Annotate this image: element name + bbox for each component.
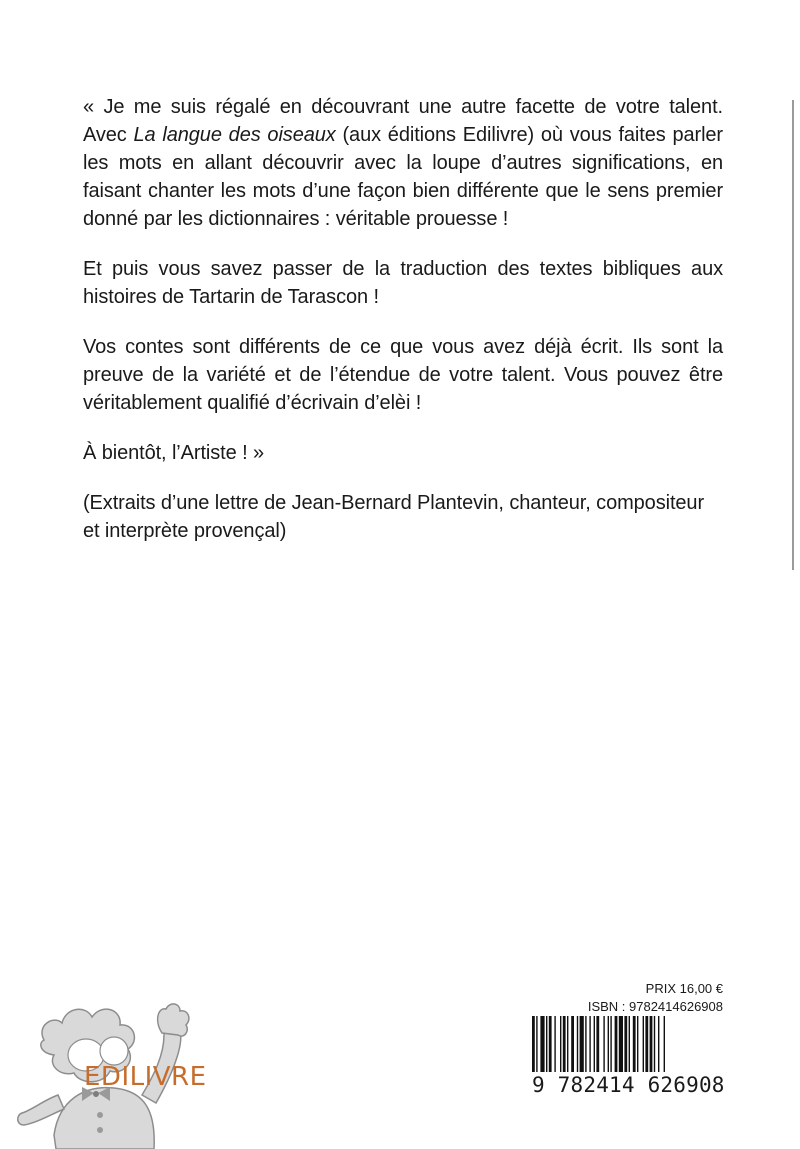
barcode-bar bbox=[585, 1016, 586, 1072]
quote-paragraph-2: Et puis vous savez passer de la traduction des textes bibliques aux histoires de Tartarin de Tarascon ! bbox=[83, 258, 723, 308]
barcode-bar bbox=[540, 1016, 544, 1072]
quote-paragraph-1 bbox=[83, 93, 723, 233]
barcode-bar bbox=[615, 1016, 618, 1072]
barcode-bar bbox=[624, 1016, 627, 1072]
back-cover-text bbox=[83, 93, 723, 567]
barcode-bar bbox=[664, 1016, 665, 1072]
barcode-bar bbox=[645, 1016, 648, 1072]
quote-attribution: (Extraits d’une lettre de Jean-Bernard Plantevin, chanteur, compositeur et interprète provençal) bbox=[83, 492, 705, 542]
quote-paragraph-3: Vos contes sont différents de ce que vous avez déjà écrit. Ils sont la preuve de la variété et de l’étendue de votre talent. Vous pouvez être véritablement qualifié d’écrivain d’elèi ! bbox=[83, 336, 723, 414]
price-label: PRIX 16,00 € bbox=[645, 981, 723, 996]
barcode-bar bbox=[554, 1016, 555, 1072]
barcode-bar bbox=[571, 1016, 574, 1072]
barcode-bar bbox=[637, 1016, 638, 1072]
barcode-bar bbox=[596, 1016, 599, 1072]
barcode-bar bbox=[594, 1016, 595, 1072]
price-isbn-block bbox=[525, 980, 725, 1016]
barcode-bar bbox=[610, 1016, 611, 1072]
publisher-logo: EDILIVRE bbox=[84, 1062, 207, 1092]
barcode-bar bbox=[536, 1016, 537, 1072]
barcode-bar bbox=[560, 1016, 561, 1072]
barcode-bar bbox=[546, 1016, 547, 1072]
barcode-bar bbox=[580, 1016, 584, 1072]
book-title: La langue des oiseaux bbox=[133, 124, 336, 146]
barcode-bar bbox=[549, 1016, 552, 1072]
barcode-bar bbox=[658, 1016, 659, 1072]
barcode-digits: 9 782414 626908 bbox=[528, 1072, 728, 1098]
barcode-bar bbox=[589, 1016, 590, 1072]
barcode-bar bbox=[650, 1016, 653, 1072]
barcode-bar bbox=[567, 1016, 568, 1072]
barcode-bar bbox=[532, 1016, 535, 1072]
barcode-bar bbox=[577, 1016, 578, 1072]
isbn-label: ISBN : 9782414626908 bbox=[587, 999, 723, 1014]
quote-p1-start: « Je me suis régalé en découvrant une autre facette de votre talent. Avec bbox=[83, 96, 723, 146]
barcode-bar bbox=[608, 1016, 609, 1072]
quote-closing: À bientôt, l’Artiste ! » bbox=[83, 442, 265, 464]
quote-p1-end: (aux éditions Edilivre) où vous faites parler les mots en allant découvrir avec la loupe d’autres significations, en faisant chanter les mots d’une façon bien différente que le sens premier donné par les dictionnaires : véritable prouesse ! bbox=[83, 124, 723, 230]
page-edge-line bbox=[792, 100, 794, 570]
barcode-bar bbox=[629, 1016, 630, 1072]
barcode-bar bbox=[603, 1016, 604, 1072]
barcode-bar bbox=[654, 1016, 655, 1072]
barcode-bar bbox=[563, 1016, 566, 1072]
barcode-bar bbox=[619, 1016, 623, 1072]
barcode-bar bbox=[633, 1016, 636, 1072]
barcode-bar bbox=[643, 1016, 644, 1072]
